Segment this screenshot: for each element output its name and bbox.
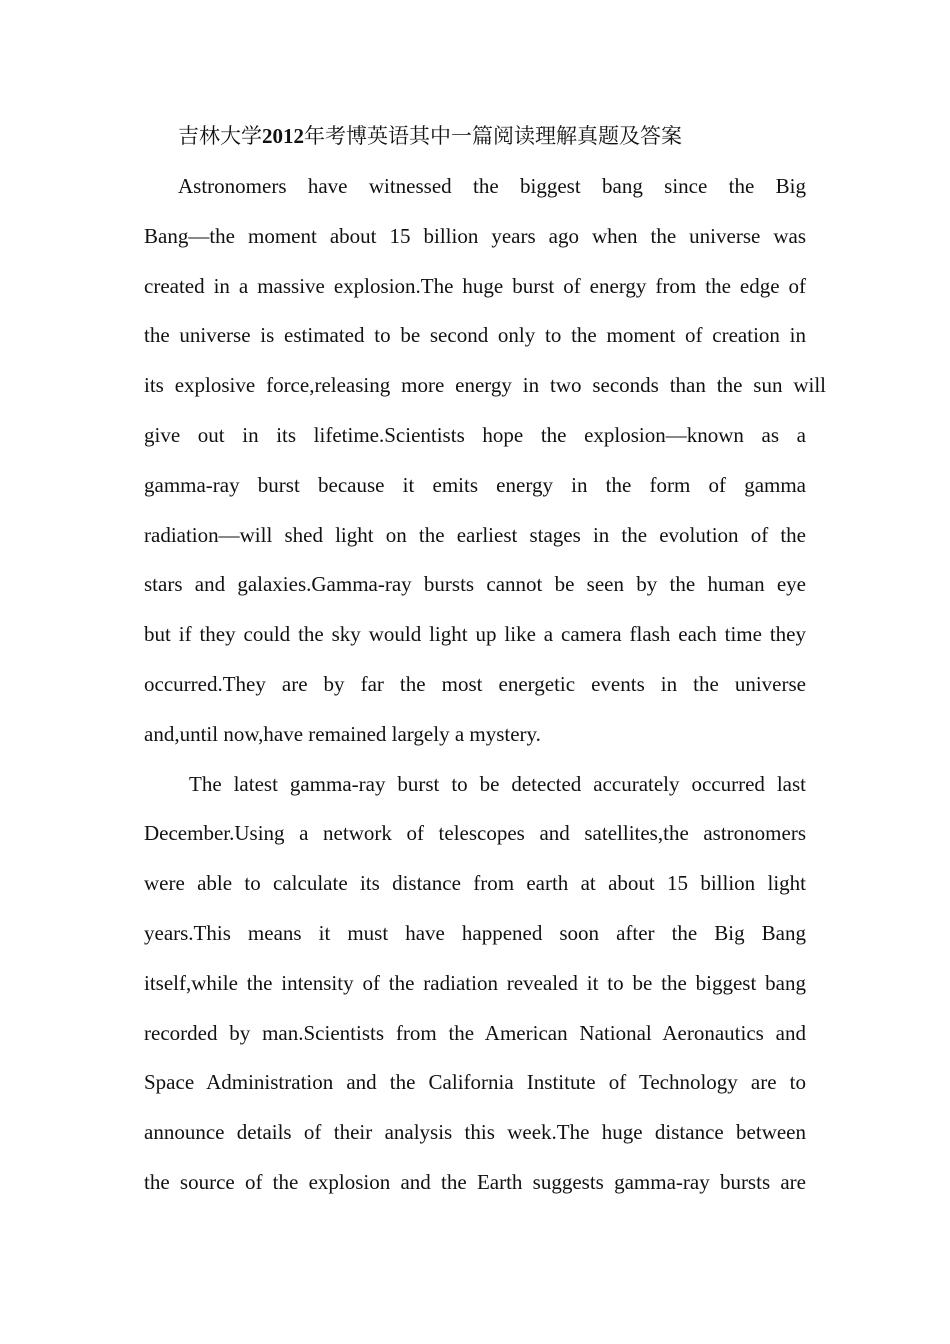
text-line: the source of the explosion and the Earth suggests gamma-ray bursts are bbox=[144, 1169, 806, 1194]
paragraph-1 bbox=[144, 162, 826, 760]
text-line: and,until now,have remained largely a mystery. bbox=[144, 721, 541, 746]
text-line: but if they could the sky would light up like a camera flash each time they bbox=[144, 622, 806, 647]
text-line: give out in its lifetime.Scientists hope the explosion—known as a bbox=[144, 422, 806, 447]
text-line: created in a massive explosion.The huge burst of energy from the edge of bbox=[144, 273, 806, 298]
article-body bbox=[144, 162, 826, 1208]
text-line: Astronomers have witnessed the biggest bang since the Big bbox=[178, 174, 806, 198]
text-line: The latest gamma-ray burst to be detected accurately occurred last bbox=[189, 771, 806, 796]
paragraph-2 bbox=[144, 760, 806, 1208]
text-line: were able to calculate its distance from earth at about 15 billion light bbox=[144, 871, 806, 896]
text-line: Space Administration and the California Institute of Technology are to bbox=[144, 1070, 806, 1095]
title-year: 2012 bbox=[262, 124, 304, 148]
text-line: December.Using a network of telescopes and satellites,the astronomers bbox=[144, 821, 806, 846]
text-line: itself,while the intensity of the radiation revealed it to be the biggest bang bbox=[144, 970, 806, 995]
text-line: radiation—will shed light on the earliest stages in the evolution of the bbox=[144, 522, 806, 547]
text-line: stars and galaxies.Gamma-ray bursts cannot be seen by the human eye bbox=[144, 572, 806, 597]
text-line: the universe is estimated to be second only to the moment of creation in bbox=[144, 323, 806, 348]
title-prefix: 吉林大学 bbox=[178, 124, 262, 148]
text-line: announce details of their analysis this week.The huge distance between bbox=[144, 1120, 806, 1145]
text-line: years.This means it must have happened soon after the Big Bang bbox=[144, 920, 806, 945]
document-title bbox=[178, 118, 818, 154]
title-suffix: 年考博英语其中一篇阅读理解真题及答案 bbox=[304, 124, 682, 148]
text-line: Bang—the moment about 15 billion years ago when the universe was bbox=[144, 223, 806, 248]
text-line: gamma-ray burst because it emits energy in the form of gamma bbox=[144, 472, 806, 497]
text-line: recorded by man.Scientists from the American National Aeronautics and bbox=[144, 1020, 806, 1045]
text-line: occurred.They are by far the most energetic events in the universe bbox=[144, 671, 806, 696]
text-line: its explosive force,releasing more energy in two seconds than the sun will bbox=[144, 373, 826, 398]
